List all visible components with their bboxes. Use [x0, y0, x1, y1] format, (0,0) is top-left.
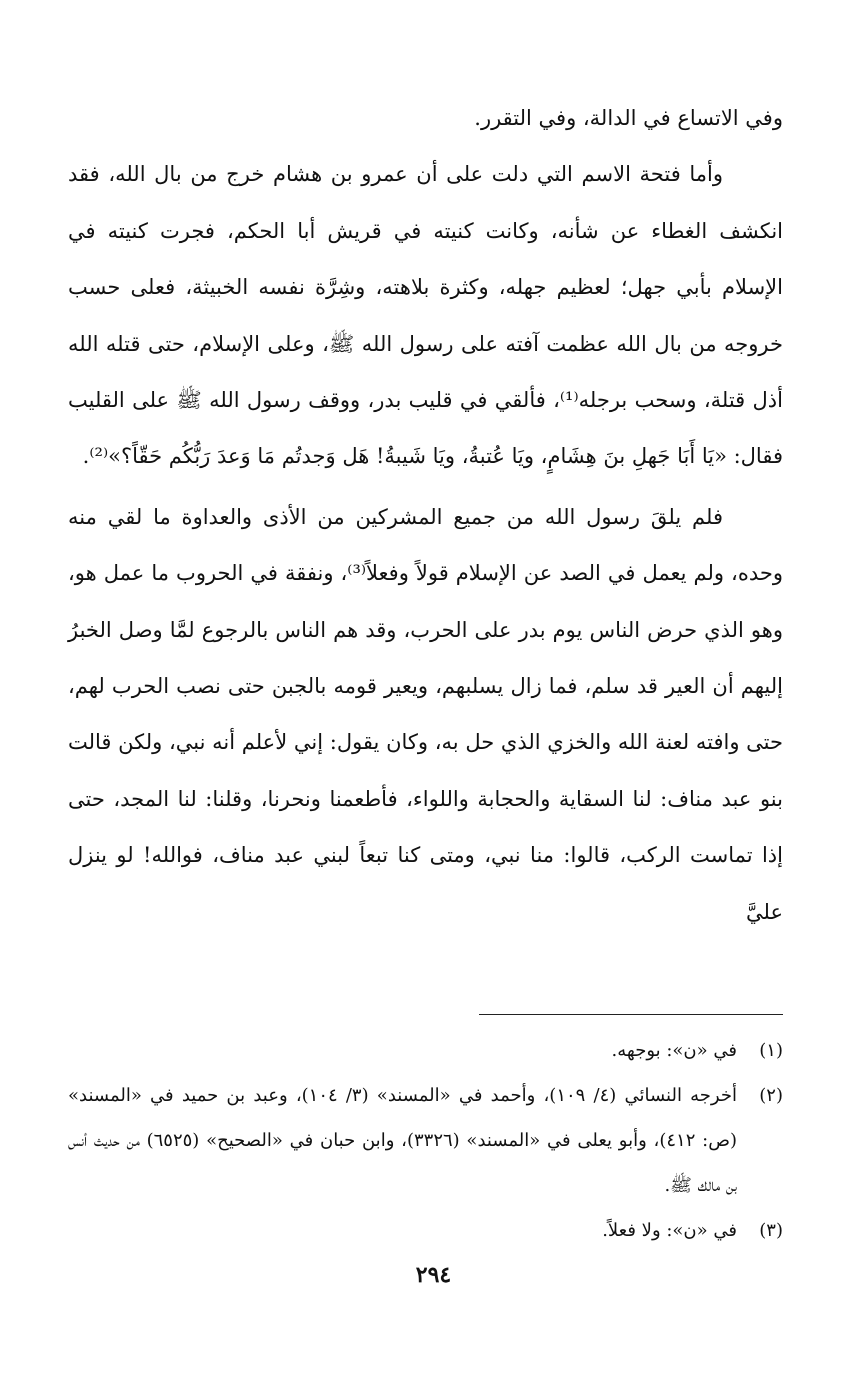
footnote-text: أخرجه النسائي (٤/ ١٠٩)، وأحمد في «المسند» (٣/ ١٠٤)، وعبد بن حميد في «المسند» (ص: ٤١٢)، وأبو يعلى في «المسند» (٣٣٢٦)، وابن حبان في «الصحيح» (٦٥٢٥) من حديث أنس بن مالك ﷺ.	[68, 1085, 738, 1196]
page-number: ٢٩٤	[415, 1262, 452, 1288]
footnote-2	[68, 1073, 783, 1208]
footnote-number: (١)	[759, 1040, 783, 1061]
paragraph-3: فلم يلقَ رسول الله من جميع المشركين من الأذى والعداوة ما لقي منه وحده، ولم يعمل في الصد عن الإسلام قولاً وفعلاً⁽³⁾، ونفقة في الحروب ما عمل هو، وهو الذي حرض الناس يوم بدر على الحرب، وقد هم الناس بالرجوع لمَّا وصل الخبرُ إليهم أن العير قد سلم، فما زال يسلبهم، ويعير قومه بالجبن حتى نصب الحرب لهم، حتى وافته لعنة الله والخزي الذي حل به، وكان يقول: إني لأعلم أنه نبي، ولكن قالت بنو عبد مناف: لنا السقاية والحجابة واللواء، فأطعمنا ونحرنا، وقلنا: لنا المجد، حتى إذا تماست الركب، قالوا: منا نبي، ومتى كنا تبعاً لبني عبد مناف، فوالله! لو ينزل عليَّ	[68, 504, 783, 924]
footnote-number: (٢)	[759, 1085, 783, 1106]
footnote-1	[68, 1028, 783, 1073]
footnote-separator	[479, 1014, 783, 1015]
footnotes	[68, 1028, 783, 1253]
footnote-text: في «ن»: بوجهه.	[611, 1040, 737, 1061]
main-text	[68, 90, 783, 940]
footnote-number: (٣)	[759, 1220, 783, 1241]
footnote-3	[68, 1208, 783, 1253]
footnote-text: في «ن»: ولا فعلاً.	[602, 1220, 737, 1241]
paragraph-2: وأما فتحة الاسم التي دلت على أن عمرو بن هشام خرج من بال الله، فقد انكشف الغطاء عن شأنه، وكانت كنيته في قريش أبا الحكم، فجرت كنيته في الإسلام بأبي جهل؛ لعظيم جهله، وكثرة بلاهته، وشِرَّة نفسه الخبيثة، فعلى حسب خروجه من بال الله عظمت آفته على رسول الله ﷺ، وعلى الإسلام، حتى قتله الله أذل قتلة، وسحب برجله⁽¹⁾، فألقي في قليب بدر، ووقف رسول الله ﷺ على القليب فقال: «يَا أَبَا جَهلِ بنَ هِشَامٍ، ويَا عُتبةُ، ويَا شَيبةُ! هَل وَجدتُم مَا وَعدَ رَبُّكُم حَقّاً؟»⁽²⁾.	[68, 162, 783, 469]
paragraph-1: وفي الاتساع في الدالة، وفي التقرر.	[474, 106, 783, 130]
